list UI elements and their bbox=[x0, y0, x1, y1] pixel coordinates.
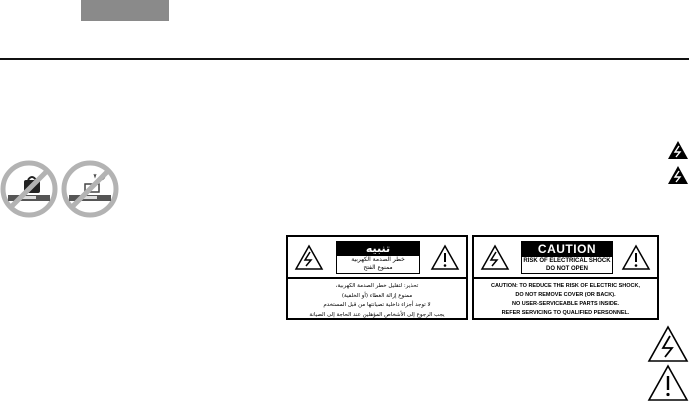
no-liquids-on-top-icon bbox=[61, 160, 119, 218]
arabic-caution-line: ممنوع إزالة الغطاء (أو الخلفية) bbox=[341, 292, 413, 299]
english-caution-line: REFER SERVICING TO QUALIFIED PERSONNEL. bbox=[501, 310, 630, 316]
lightning-warning-icon bbox=[647, 325, 689, 363]
english-caution-line: CAUTION: TO REDUCE THE RISK OF ELECTRIC SHOCK, bbox=[490, 283, 640, 289]
arabic-label-line2: ممنوع الفتح bbox=[363, 264, 393, 271]
english-label-caution-text bbox=[474, 279, 657, 318]
english-caution-line: DO NOT REMOVE COVER (OR BACK). bbox=[515, 292, 616, 298]
arabic-label-title: تنبيه bbox=[337, 242, 419, 256]
header-rule bbox=[0, 58, 689, 60]
arabic-label-line1: خطر الصدمة الكهربية bbox=[351, 256, 405, 263]
english-caution-label bbox=[472, 235, 659, 320]
english-label-header bbox=[521, 241, 613, 274]
english-label-title: CAUTION bbox=[522, 242, 612, 257]
header-tab-block bbox=[81, 0, 169, 21]
lightning-warning-icon bbox=[667, 140, 689, 160]
exclamation-warning-icon bbox=[621, 244, 651, 271]
exclamation-warning-icon bbox=[430, 244, 460, 271]
english-label-line2: DO NOT OPEN bbox=[545, 266, 588, 272]
english-label-line1: RISK OF ELECTRICAL SHOCK bbox=[523, 258, 611, 264]
lightning-warning-icon bbox=[294, 244, 324, 271]
english-caution-line: NO USER-SERVICEABLE PARTS INSIDE. bbox=[511, 301, 620, 307]
arabic-caution-line: يجب الرجوع إلى الأشخاص المؤهلين عند الحاجة إلى الصيانة bbox=[309, 311, 445, 318]
arabic-caution-label bbox=[286, 235, 468, 320]
arabic-label-caution-text bbox=[288, 279, 466, 318]
arabic-label-header bbox=[336, 241, 420, 274]
lightning-warning-icon bbox=[480, 244, 510, 271]
arabic-caution-line: تحذير: لتقليل خطر الصدمة الكهربية، bbox=[335, 283, 419, 289]
exclamation-warning-icon bbox=[647, 364, 689, 402]
arabic-caution-line: لا توجد أجزاء داخلية تصيانتها من قبل المستخدم bbox=[323, 302, 431, 308]
no-objects-on-top-icon bbox=[0, 160, 58, 218]
lightning-warning-icon bbox=[667, 165, 689, 185]
